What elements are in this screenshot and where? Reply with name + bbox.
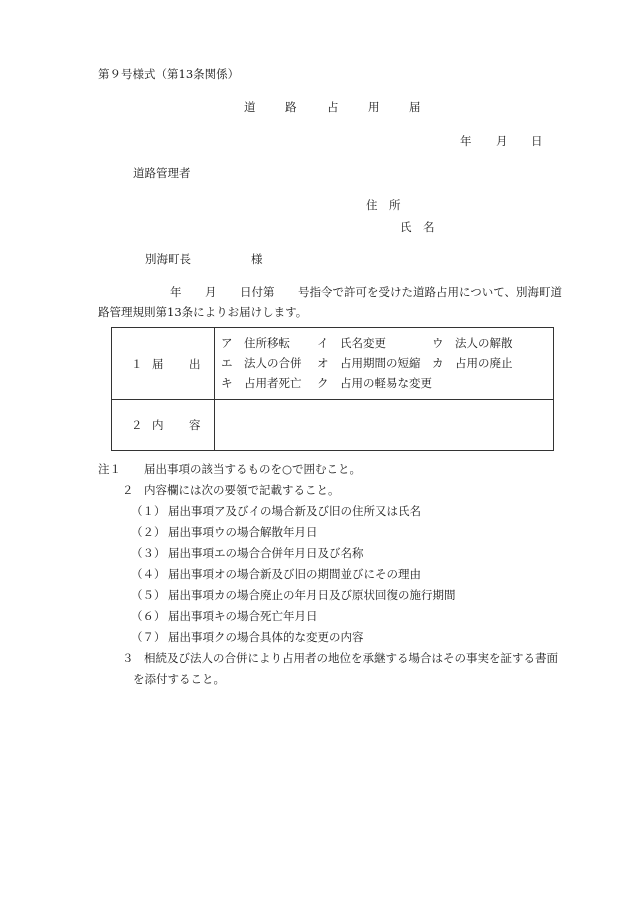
label-char: 出 (189, 357, 201, 371)
note-item-number: （４） (131, 567, 166, 581)
date-day-label: 日 (531, 134, 543, 148)
note-item-text: 届出事項クの場合具体的な変更の内容 (168, 630, 364, 644)
options-line (215, 353, 553, 373)
option-item[interactable]: オ 占用期間の短縮 (317, 356, 421, 370)
note-item-text: 届出事項ウの場合解散年月日 (168, 525, 318, 539)
mayor-label: 別海町長 (145, 252, 191, 266)
note-item-number: （１） (131, 504, 166, 518)
option-item[interactable]: キ 占用者死亡 (221, 376, 302, 390)
note-text-continued: を添付すること。 (133, 672, 225, 686)
note-item-number: （２） (131, 525, 166, 539)
option-item[interactable]: イ 氏名変更 (317, 336, 386, 350)
title-char: 占 (327, 100, 339, 114)
addressee: 道路管理者 (133, 166, 191, 180)
title-char: 届 (409, 100, 421, 114)
content-label-cell (112, 400, 215, 451)
note-item-text: 届出事項オの場合新及び旧の期間並びにその理由 (168, 567, 421, 581)
note-text: 相続及び法人の合併により占用者の地位を承継する場合はその事実を証する書面 (144, 651, 558, 665)
note-item-text: 届出事項カの場合廃止の年月日及び原状回復の施行期間 (168, 588, 456, 602)
note-item-text: 届出事項エの場合合併年月日及び名称 (168, 546, 364, 560)
form-number: 第９号様式（第13条関係） (98, 67, 240, 81)
table-row (112, 400, 554, 451)
statement-day-no: 日付第 (240, 285, 275, 299)
option-item[interactable]: ウ 法人の解散 (432, 336, 513, 350)
content-field[interactable] (215, 400, 554, 451)
label-char: 内 (152, 418, 164, 432)
applicant-name-label: 氏 名 (400, 220, 435, 234)
option-item[interactable]: ク 占用の軽易な変更 (317, 376, 432, 390)
table-row (112, 328, 554, 400)
option-item[interactable]: ア 住所移転 (221, 336, 290, 350)
note-item-number: （５） (131, 588, 166, 602)
note-item-number: （３） (131, 546, 166, 560)
note-prefix: ２ (122, 483, 134, 497)
label-char: 容 (189, 418, 201, 432)
note-item-number: （７） (131, 630, 166, 644)
options-line (215, 373, 553, 393)
title-char: 路 (285, 100, 297, 114)
note-item-text: 届出事項ア及びイの場合新及び旧の住所又は氏名 (168, 504, 421, 518)
note-text: 届出事項の該当するものを○で囲むこと。 (144, 462, 362, 476)
note-prefix: 注１ (98, 462, 121, 476)
title-char: 道 (244, 100, 256, 114)
note-prefix: ３ (122, 651, 134, 665)
date-year-label: 年 (460, 134, 472, 148)
row-number: １ (131, 357, 143, 371)
option-item[interactable]: エ 法人の合併 (221, 356, 302, 370)
statement-year: 年 (170, 285, 182, 299)
row-number: ２ (131, 418, 143, 432)
notification-options-cell[interactable] (215, 328, 554, 400)
label-char: 届 (152, 357, 164, 371)
statement-text: 号指令で許可を受けた道路占用について、別海町道 (298, 285, 563, 299)
note-item-number: （６） (131, 609, 166, 623)
applicant-address-label: 住 所 (366, 198, 401, 212)
statement-month: 月 (205, 285, 217, 299)
options-line (215, 333, 553, 353)
notification-table (111, 327, 554, 451)
statement-text-line2: 路管理規則第13条によりお届けします。 (98, 305, 308, 319)
mayor-honorific: 様 (251, 252, 263, 266)
title-char: 用 (368, 100, 380, 114)
note-text: 内容欄には次の要領で記載すること。 (144, 483, 340, 497)
date-month-label: 月 (496, 134, 508, 148)
notification-item-label-cell (112, 328, 215, 400)
note-item-text: 届出事項キの場合死亡年月日 (168, 609, 318, 623)
option-item[interactable]: カ 占用の廃止 (432, 356, 513, 370)
